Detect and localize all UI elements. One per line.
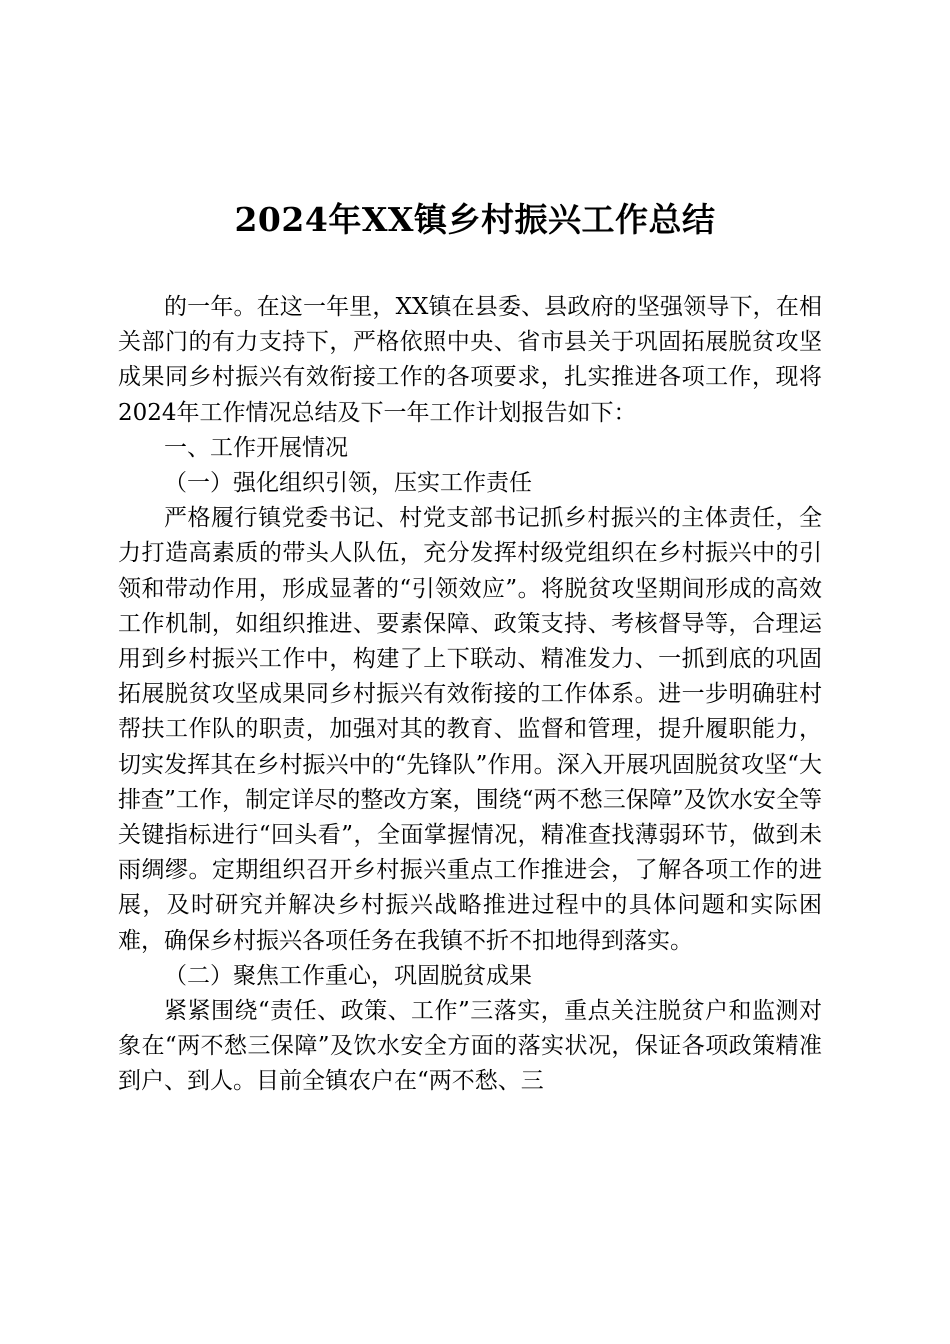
subsection-1-paragraph: 严格履行镇党委书记、村党支部书记抓乡村振兴的主体责任，全力打造高素质的带头人队伍，充分发挥村级党组织在乡村振兴中的引领和带动作用，形成显著的“引领效应”。将脱贫攻坚期间形成的高效工作机制，如组织推进、要素保障、政策支持、考核督导等，合理运用到乡村振兴工作中，构建了上下联动、精准发力、一抓到底的巩固拓展脱贫攻坚成果同乡村振兴有效衔接的工作体系。进一步明确驻村帮扶工作队的职责，加强对其的教育、监督和管理，提升履职能力，切实发挥其在乡村振兴中的“先锋队”作用。深入开展巩固脱贫攻坚“大排查”工作，制定详尽的整改方案，围绕“两不愁三保障”及饮水安全等关键指标进行“回头看”，全面掌握情况，精准查找薄弱环节，做到未雨绸缪。定期组织召开乡村振兴重点工作推进会，了解各项工作的进展，及时研究并解决乡村振兴战略推进过程中的具体问题和实际困难，确保乡村振兴各项任务在我镇不折不扣地得到落实。 [118,505,822,954]
intro-paragraph: 的一年。在这一年里，XX镇在县委、县政府的坚强领导下，在相关部门的有力支持下，严格依照中央、省市县关于巩固拓展脱贫攻坚成果同乡村振兴有效衔接工作的各项要求，扎实推进各项工作，现将2024年工作情况总结及下一年工作计划报告如下： [118,294,822,426]
section-heading-1: 一、工作开展情况 [164,434,348,461]
subsection-heading-1: （一）强化组织引领，压实工作责任 [164,470,532,497]
document-body [118,290,822,1100]
subsection-heading-2: （二）聚焦工作重心，巩固脱贫成果 [164,962,532,989]
subsection-2-paragraph: 紧紧围绕“责任、政策、工作”三落实，重点关注脱贫户和监测对象在“两不愁三保障”及饮水安全方面的落实状况，保证各项政策精准到户、到人。目前全镇农户在“两不愁、三 [118,998,822,1095]
document-title: 2024年XX镇乡村振兴工作总结 [234,200,716,239]
